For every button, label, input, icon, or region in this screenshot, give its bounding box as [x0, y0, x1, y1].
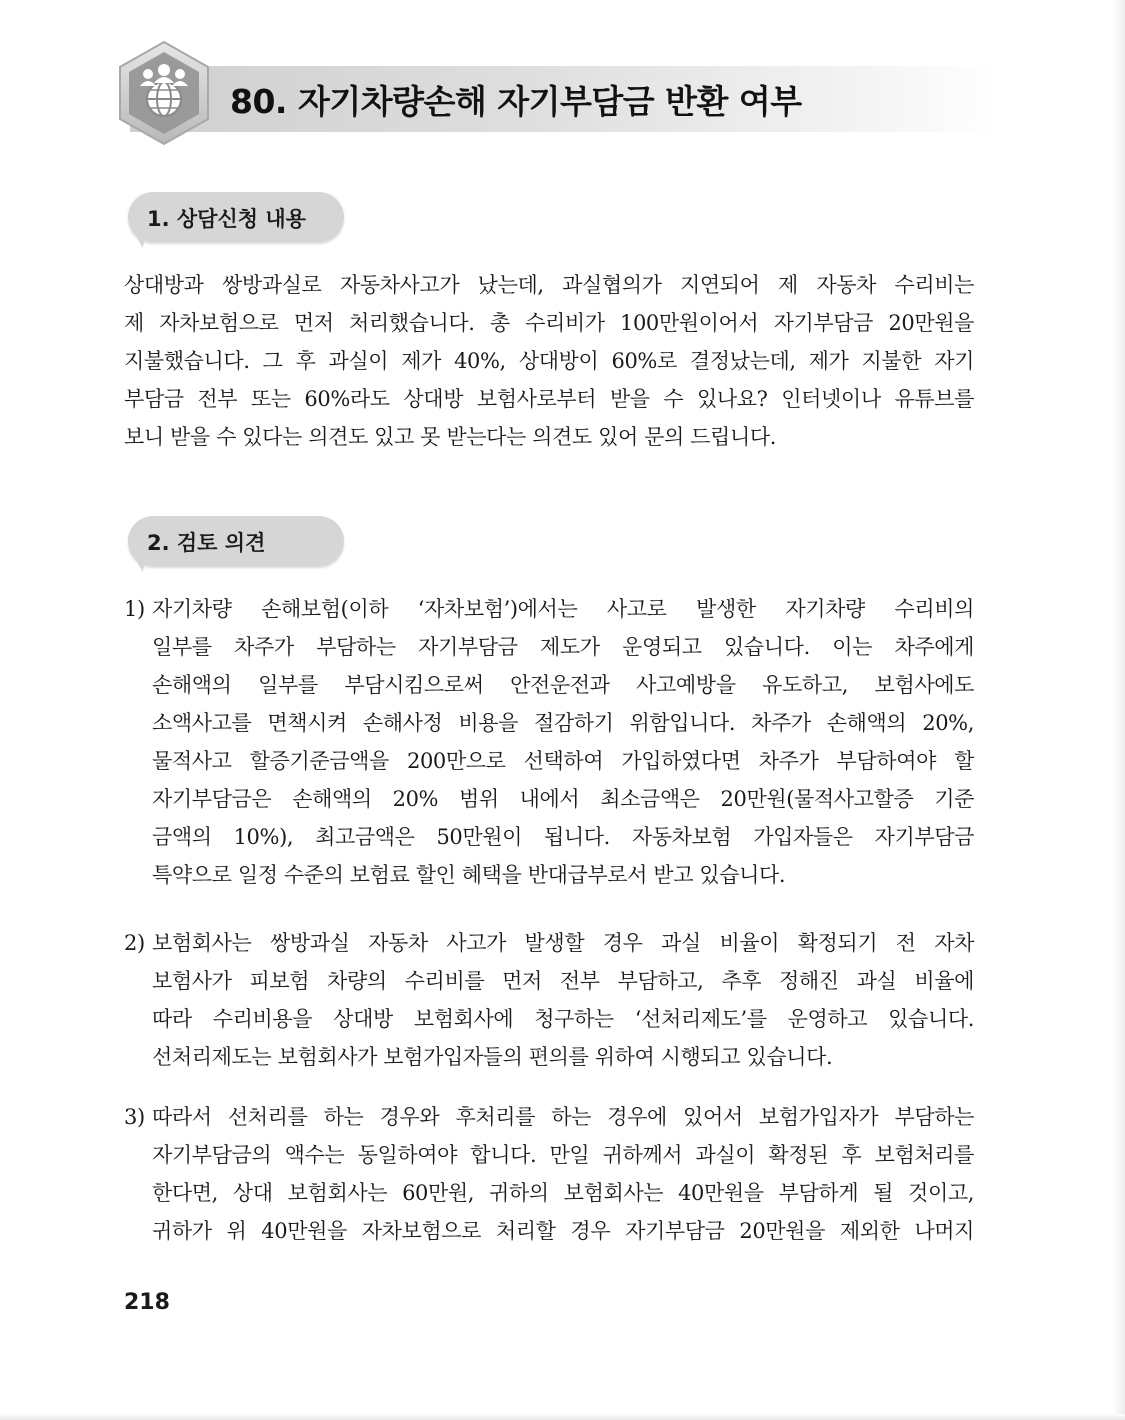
- review-item-2: [124, 924, 974, 1076]
- page-bottom-shadow: [0, 1414, 1125, 1420]
- item-line: 자기부담금의 액수는 동일하여야 합니다. 만일 귀하께서 과실이 확정된 후 보험처리를: [152, 1143, 974, 1167]
- section-tab-request: [128, 192, 344, 242]
- item-number: 3): [124, 1105, 145, 1129]
- paragraph-line: 상대방과 쌍방과실로 자동차사고가 났는데, 과실협의가 지연되어 제 자동차 수리비는: [124, 273, 974, 297]
- item-line: 귀하가 위 40만원을 자차보험으로 처리할 경우 자기부담금 20만원을 제외한 나머지: [152, 1219, 974, 1243]
- section-label: 2. 검토 의견: [147, 531, 266, 555]
- item-number: 1): [124, 597, 145, 621]
- review-item-1: [124, 590, 974, 894]
- paragraph-line: 보니 받을 수 있다는 의견도 있고 못 받는다는 의견도 있어 문의 드립니다.: [124, 425, 776, 449]
- item-line: 따라 수리비용을 상대방 보험회사에 청구하는 ‘선처리제도’를 운영하고 있습니다.: [152, 1007, 974, 1031]
- item-line: 선처리제도는 보험회사가 보험가입자들의 편의를 위하여 시행되고 있습니다.: [152, 1045, 833, 1069]
- item-line: 일부를 차주가 부담하는 자기부담금 제도가 운영되고 있습니다. 이는 차주에게: [152, 635, 974, 659]
- item-line: 소액사고를 면책시켜 손해사정 비용을 절감하기 위함입니다. 차주가 손해액의 20%,: [152, 711, 974, 735]
- people-globe-icon: [118, 40, 210, 146]
- item-number: 2): [124, 931, 145, 955]
- paragraph-line: 제 자차보험으로 먼저 처리했습니다. 총 수리비가 100만원이어서 자기부담금 20만원을: [124, 311, 974, 335]
- review-item-3: [124, 1098, 974, 1250]
- item-line: 보험사가 피보험 차량의 수리비를 먼저 전부 부담하고, 추후 정해진 과실 비율에: [152, 969, 974, 993]
- paragraph-line: 지불했습니다. 그 후 과실이 제가 40%, 상대방이 60%로 결정났는데, 제가 지불한 자기: [124, 349, 974, 373]
- section-label: 1. 상담신청 내용: [147, 207, 306, 231]
- section-tab-review: [128, 516, 344, 566]
- item-line: 보험회사는 쌍방과실 자동차 사고가 발생할 경우 과실 비율이 확정되기 전 자차: [152, 931, 974, 955]
- item-line: 물적사고 할증기준금액을 200만으로 선택하여 가입하였다면 차주가 부담하여야 할: [152, 749, 974, 773]
- request-paragraph: [124, 266, 974, 456]
- page-number: 218: [124, 1290, 170, 1315]
- item-line: 특약으로 일정 수준의 보험료 할인 혜택을 반대급부로서 받고 있습니다.: [152, 863, 786, 887]
- item-line: 한다면, 상대 보험회사는 60만원, 귀하의 보험회사는 40만원을 부담하게 될 것이고,: [152, 1181, 974, 1205]
- item-line: 따라서 선처리를 하는 경우와 후처리를 하는 경우에 있어서 보험가입자가 부담하는: [152, 1105, 974, 1129]
- item-line: 손해액의 일부를 부담시킴으로써 안전운전과 사고예방을 유도하고, 보험사에도: [152, 673, 974, 697]
- paragraph-line: 부담금 전부 또는 60%라도 상대방 보험사로부터 받을 수 있나요? 인터넷이나 유튜브를: [124, 387, 974, 411]
- page-title: 80. 자기차량손해 자기부담금 반환 여부: [230, 82, 802, 121]
- item-line: 자기차량 손해보험(이하 ‘자차보험’)에서는 사고로 발생한 자기차량 수리비의: [152, 597, 974, 621]
- page-edge-shadow: [1113, 0, 1125, 1420]
- item-line: 금액의 10%), 최고금액은 50만원이 됩니다. 자동차보험 가입자들은 자기부담금: [152, 825, 974, 849]
- item-line: 자기부담금은 손해액의 20% 범위 내에서 최소금액은 20만원(물적사고할증 기준: [152, 787, 974, 811]
